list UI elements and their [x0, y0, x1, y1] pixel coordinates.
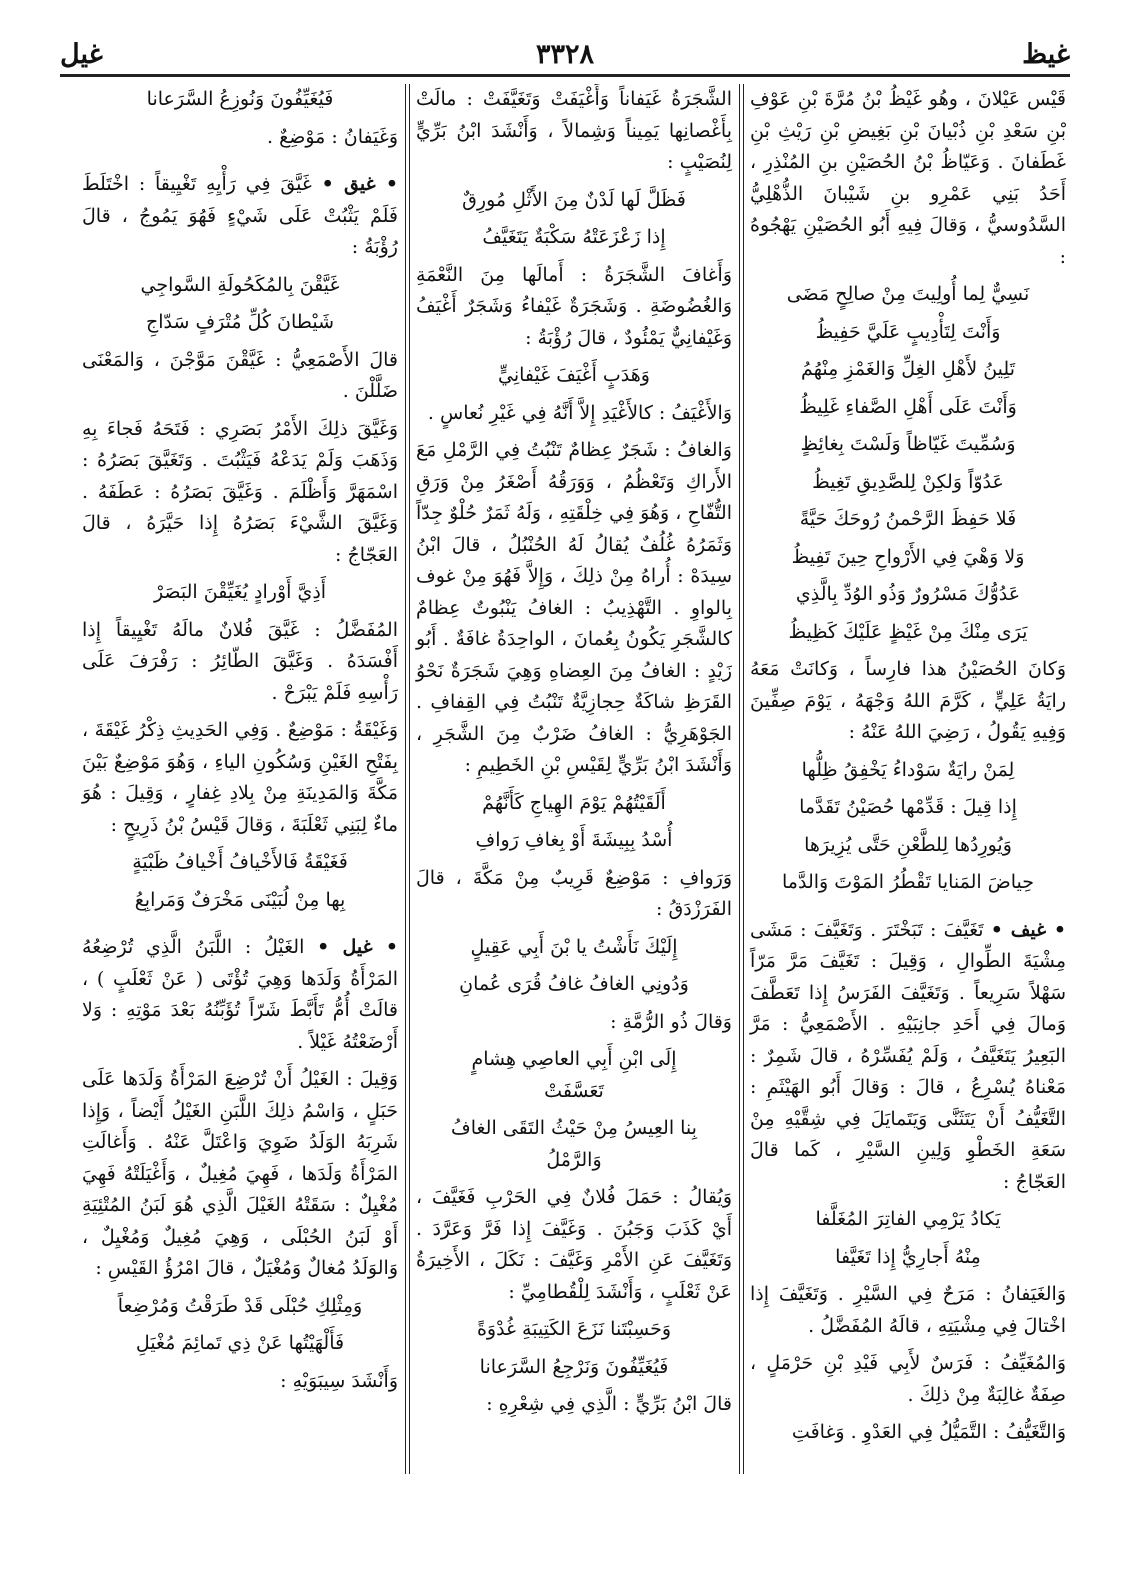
- verse-line: إِلَى ابْنِ أَبِي العاصِي هِشامٍ تَعَسَّفَتْ: [471, 1048, 677, 1102]
- verse-line: وَدُونِي الغافُ غافُ قُرَى عُمانِ: [459, 973, 689, 995]
- verse-line: بِنا العِيسُ مِنْ حَيْثُ التَقَى الغافُ وَالرَّمْلُ: [451, 1117, 697, 1171]
- body-paragraph: وَيُقالُ : حَمَلَ فُلانٌ فِي الحَرْبِ فَغَيَّفَ ، أَيْ كَذَبَ وَجَبُنَ . وَغَيَّفَ إِذا فَرَّ وَعَرَّدَ . وَتَغَيَّفَ عَنِ الأَمْرِ وَغَيَّفَ : نَكَلَ ، الأَخِيرَةُ عَنْ ثَعْلَبٍ ، وَأَنْشَدَ لِلْقُطامِيِّ :: [416, 1186, 732, 1303]
- verse-line: مِنْهُ أَجارِيُّ إِذا تَغَيَّفا: [835, 1245, 981, 1268]
- verse-line: نَسِيٌّ لِما أُولِيتَ مِنْ صالِحٍ مَضَى: [786, 283, 1030, 305]
- body-paragraph: وَقالَ ذُو الرُّمَّةِ :: [610, 1010, 732, 1033]
- verse-line: عَدُوّاً وَلكِنْ لِلصَّدِيقِ تَغِيظُ: [812, 470, 1004, 493]
- header-right-word: غيظ: [1022, 39, 1070, 70]
- verse-line: وَسُمِّيتَ غَيّاظاً وَلَسْتَ بِغائِظٍ: [800, 433, 1016, 455]
- verse-line: بِها مِنْ لُبَيْنَى مَخْرَفٌ وَمَرابِعُ: [134, 888, 346, 911]
- body-paragraph: الشَّجَرَةُ غَيَفاناً وَأَغْيَفَتْ وَتَغَيَّفَتْ : مالَتْ بِأَغْصانِها يَمِيناً وَشِمالاً ، وَأَنْشَدَ ابْنُ بَرِّيٍّ لِنُصَيْبٍ :: [416, 88, 732, 173]
- body-paragraph: وَكانَ الحُصَيْنُ هذا فارِساً ، وَكانَتْ مَعَهُ رايَةُ عَلِيٍّ ، كَرَّمَ اللهُ وَجْهَهُ ، يَوْمَ صِفِّينَ وَفِيهِ يَقُولُ ، رَضِيَ اللهُ عَنْهُ :: [750, 658, 1066, 743]
- column-left: [78, 84, 402, 1474]
- verse-line: فَظَلَّ لَها لَدْنٌ مِنَ الأَثْلِ مُورِقٌ: [462, 188, 686, 211]
- body-paragraph: وَالتَّغَيُّفُ : التَّمَيُّلُ فِي العَدْوِ . وَغافَتِ: [791, 1421, 1066, 1443]
- verse-line: غَيَّقْنَ بِالمُكَحُولَةِ السَّواجِي: [140, 273, 340, 296]
- body-paragraph: قالَ الأَصْمَعِيُّ : غَيَّقْنَ مَوَّجْنَ ، وَالمَعْنَى ضَلَّلْنَ .: [82, 348, 398, 402]
- verse-line: وَأَنْتَ عَلَى أَهْلِ الصَّفاءِ غَلِيظُ: [799, 395, 1017, 418]
- verse-line: فَلا حَفِظَ الرَّحْمنُ رُوحَكَ حَيَّةً: [799, 508, 1017, 530]
- body-paragraph: قَيْس عَيْلانَ ، وهُو غَيْظُ بْنُ مُرَّةَ بْنِ عَوْفِ بْنِ سَعْدِ بْنِ ذُبْيانَ بْنِ بَغِيضِ بْنِ رَيْثِ بْنِ غَطَفانَ . وَعَيّاظُ بْنُ الحُصَيْنِ بنِ المُنْذِرِ ، أَحَدُ بَنِي عَمْرِو بنِ شَيْبانَ الذُّهْلِيُّ السَّدُوسيُّ ، وَقالَ فِيهِ أَبُو الحُصَيْنِ يَهْجُوهُ :: [750, 88, 1066, 268]
- body-paragraph: وَأَنْشَدَ سِيبَوَيْهِ :: [280, 1369, 398, 1392]
- page-header: [60, 30, 1070, 80]
- verse-line: وَحَسِبْتَنا نَزَعَ الكَتِيبَةِ غُدْوَةً: [476, 1318, 672, 1340]
- body-paragraph: وَالغَيَفانُ : مَرَحٌ فِي السَّيْرِ . وَتَغَيَّفَ إِذا اخْتالَ فِي مِشْيَتِهِ ، قالَهُ المُفَضَّلُ .: [750, 1283, 1066, 1337]
- entry-paragraph: [82, 169, 398, 264]
- verse-line: فَأَلْهَيْتُها عَنْ ذِي تَمائِمَ مُغْيَلِ: [135, 1332, 345, 1354]
- body-paragraph: وَالأَغْيَفُ : كالأَغْيَدِ إِلاَّ أَنَّهُ فِي غَيْرِ نُعاسٍ .: [427, 401, 732, 424]
- body-paragraph: وَغَيَفانُ : مَوْضِعٌ .: [267, 125, 398, 148]
- entry-text: تَغَيَّفَ : تَبَخْتَرَ . وَتَغَيَّفَ : مَشَى مِشْيَةَ الطِّوالِ ، وَقِيلَ : تَغَيَّفَ مَرَّ مَرّاً سَهْلاً سَرِيعاً . وَتَغَيَّفَ الفَرَسُ إِذا تَعَطَّفَ وَمالَ فِي أَحَدِ جانِبَيْهِ . الأَصْمَعِيُّ : مَرَّ البَعِيرُ يَتَغَيَّفُ ، وَلَمْ يُفَسِّرْهُ ، قالَ شَمِرٌ : مَعْناهُ يُسْرِعُ ، قالَ : وَقالَ أَبُو الهَيْثَمِ : التَّغَيُّفُ أَنْ يَتَثَنَّى وَيَتَمايَلَ فِي شِقَّيْهِ مِنْ سَعَةِ الخَطْوِ وَلِينِ السَّيْرِ ، كَما قالَ العَجّاجُ :: [750, 918, 1066, 1193]
- verse-line: أَذِيَّ أَوْرادٍ يُغَيِّقْنَ البَصَرْ: [153, 581, 327, 603]
- verse-line: عَدُوُّكَ مَسْرُورٌ وَذُو الوُدِّ بِالَّذِي: [795, 583, 1021, 605]
- entry-paragraph: [750, 915, 1066, 1199]
- column-middle: [412, 84, 736, 1474]
- body-paragraph: وَقِيلَ : الغَيْلُ أَنْ تُرْضِعَ المَرْأَةُ وَلَدَها عَلَى حَبَلٍ ، وَاسْمُ ذلِكَ اللَّبَنِ الغَيْلُ أَيْضاً ، وَإِذا شَرِبَهُ الوَلَدُ ضَوِيَ وَاعْتَلَّ عَنْهُ . وَأَغالَتِ المَرْأَةُ وَلَدَها ، فَهِيَ مُغِيلٌ ، وَأَغْيَلَتْهُ فَهِيَ مُغْيِلٌ : سَقَتْهُ الغَيْلَ الَّذِي هُوَ لَبَنُ المُتْئِيَةِ أَوْ لَبَنُ الحُبْلَى ، وَهِيَ مُغِيلٌ وَمُغْيِلٌ ، وَالوَلَدُ مُغالٌ وَمُغْيَلٌ ، قالَ امْرُؤُ القَيْسِ :: [82, 1068, 398, 1279]
- column-divider: [736, 84, 746, 1474]
- verse-line: أَلَقَيْتُهُمْ يَوْمَ الهِياجِ كَأَنَّهُمْ: [482, 791, 666, 814]
- verse-line: يَكادُ يَرْمِي الفاتِرَ المُغَلَّفا: [815, 1208, 1001, 1230]
- entry-paragraph: [82, 932, 398, 1058]
- entry-text: غَيَّقَ فِي رَأْيِهِ تَغْيِيقاً : اخْتَلَطَ فَلَمْ يَثْبُتْ عَلَى شَيْءٍ فَهُوَ يَمُوجُ ، قالَ رُؤْبَةُ :: [82, 173, 398, 258]
- verse-line: وَيُورِدُها لِلطَّعْنِ حَتَّى يُزِيرَها: [804, 833, 1012, 856]
- verse-line: وَهَدَبٍ أَغْيَفَ غَيْفانِيٍّ: [498, 364, 650, 386]
- verse-line: لِمَنْ رايَةٌ سَوْداءُ يَخْفِقُ ظِلُّها: [801, 758, 1015, 781]
- entry-text: الغَيْلُ : اللَّبَنُ الَّذِي تُرْضِعُهُ المَرْأَةُ وَلَدَها وَهِيَ تُؤْتَى ( عَنْ ثَعْلَبٍ ) ، قالَتْ أُمُّ تَأَبَّطَ شَرّاً تُؤَبِّنُهُ بَعْدَ مَوْتِهِ : وَلا أَرْضَعْتُهُ غَيْلاً .: [82, 936, 398, 1053]
- page-number: ٣٣٢٨: [535, 39, 594, 70]
- verse-line: تَلِينُ لأَهْلِ الغِلِّ وَالغَمْزِ مِنْهُمُ: [801, 358, 1015, 380]
- verse-line: فَغَيْقَةُ فَالأَخْيافُ أَخْيافُ ظَبْيَةٍ: [132, 851, 348, 873]
- body-paragraph: وَرَوافِ : مَوْضِعٌ قَرِيبٌ مِنْ مَكَّةَ ، قالَ الفَرَزْدَقُ :: [416, 866, 732, 920]
- body-paragraph: وَالغافُ : شَجَرٌ عِظامٌ تَنْبُتُ فِي الرَّمْلِ مَعَ الأَراكِ وَتَعْظُمُ ، وَوَرَقُهُ أَصْغَرُ مِنْ وَرَقِ التُّفّاحِ ، وَهُوَ فِي خِلْقَتِهِ ، وَلَهُ ثَمَرٌ حُلْوٌ جِدّاً وَثَمَرُهُ غُلُفٌ يُقالُ لَهُ الحُنْبُلُ ، قالَ ابْنُ سِيدَهْ : أُراهُ مِنْ ذلِكَ ، وَإِلاَّ فَهُوَ مِنْ غوف بِالواوِ . التَّهْذِيبُ : الغافُ يَنْبُوتٌ عِظامٌ كالشَّجَرِ يَكُونُ بِعُمانَ ، الواحِدَةُ غافَةٌ . أَبُو زَيْدٍ : الغافُ مِنَ العِضاهِ وَهِيَ شَجَرَةٌ نَحْوُ القَرَظِ شاكَةٌ حِجازِيَّةٌ تَنْبُتُ فِي القِفافِ . الجَوْهَرِيُّ : الغافُ ضَرْبٌ مِنَ الشَّجَرِ ، وَأَنْشَدَ ابْنُ بَرِّيٍّ لِقَيْسِ بْنِ الخَطِيمِ :: [416, 439, 732, 776]
- verse-line: يَرَى مِنْكَ مِنْ غَيْظٍ عَلَيْكَ كَظِيظُ: [788, 620, 1028, 643]
- verse-line: أُسْدُ بِبِيشَةَ أَوْ بِغافِ رَوافِ: [475, 829, 673, 851]
- verse-line: فَيُغَيِّفُونَ وَنُوزِعُ السَّرَعانا: [146, 88, 334, 110]
- entry-headword: • غيل •: [317, 936, 398, 958]
- verse-line: إِذا زَعْزَعَتْهُ سَكْبَةٌ يَتَغَيَّفُ: [482, 226, 666, 248]
- header-rule: [60, 74, 1070, 77]
- body-paragraph: وَالمُغَيِّفُ : فَرَسٌ لأَبِي فَيْدِ بْنِ حَرْمَلٍ ، صِفَةٌ غالِبَةٌ مِنْ ذلِكَ .: [750, 1352, 1066, 1406]
- body-paragraph: وَغَيْقَةُ : مَوْضِعٌ . وَفِي الحَدِيثِ ذِكْرُ غَيْقَةَ ، بِفَتْحِ الغَيْنِ وَسُكُونِ الياءِ ، وَهُوَ مَوْضِعٌ بَيْنَ مَكَّةَ وَالمَدِينَةِ مِنْ بِلادِ غِفارٍ ، وَقِيلَ : هُوَ ماءٌ لِبَنِي ثَعْلَبَةَ ، وَقالَ قَيْسُ بْنُ ذَرِيحٍ :: [82, 719, 398, 836]
- verse-line: وَمِثْلِكِ حُبْلَى قَدْ طَرَقْتُ وَمُرْضِعاً: [117, 1294, 363, 1317]
- body-paragraph: قالَ ابْنُ بَرِّيٍّ : الَّذِي فِي شِعْرِهِ :: [486, 1393, 732, 1415]
- verse-line: فَيُغَيِّفُونَ وَنَرْجِعُ السَّرَعانا: [479, 1355, 669, 1378]
- body-paragraph: وَأَغافَ الشَّجَرَةُ : أَمالَها مِنَ النَّعْمَةِ وَالغُضُوضَةِ . وَشَجَرَةٌ غَيْفاءُ وَشَجَرٌ أَغْيَفُ وَغَيْفانِيٌّ يَمْئُودٌ ، قالَ رُؤْبَةُ :: [416, 263, 732, 349]
- header-left-word: غيل: [60, 39, 103, 70]
- body-paragraph: المُفَضَّلُ : غَيَّقَ فُلانٌ مالَهُ تَغْيِيقاً إِذا أَفْسَدَهُ . وَغَيَّقَ الطّائِرُ : رَفْرَفَ عَلَى رَأْسِهِ فَلَمْ يَبْرَحْ .: [82, 618, 398, 704]
- column-right: [746, 84, 1070, 1474]
- dictionary-page: [60, 84, 1070, 1474]
- column-divider: [402, 84, 412, 1474]
- verse-line: شَيْطانَ كُلِّ مُتْرَفٍ سَدّاجِ: [145, 311, 335, 333]
- entry-headword: • غيف •: [990, 918, 1066, 941]
- verse-line: حِياضَ المَنايا تَقْطُرُ المَوْتَ وَالدَّما: [782, 871, 1034, 893]
- verse-line: إِذا قِيلَ : قَدِّمْها حُصَيْنُ تَقَدَّما: [799, 796, 1017, 818]
- verse-line: وَأَنْتَ لِتَأْدِيبٍ عَلَيَّ حَفِيظُ: [815, 320, 1001, 343]
- entry-headword: • غيق •: [321, 173, 398, 195]
- verse-line: وَلا وَهْيَ فِي الأَرْواحِ حِينَ تَفِيظُ: [791, 545, 1025, 568]
- body-paragraph: وَغَيَّقَ ذلِكَ الأَمْرُ بَصَرِي : فَتَحَهُ فَجاءَ بِهِ وَذَهَبَ وَلَمْ يَدَعْهُ فَيَثْبُتَ . وَتَغَيَّقَ بَصَرُهُ : اسْمَهَرَّ وَأَظْلَمَ . وَغَيَّقَ بَصَرُهُ : عَطَفَهُ . وَغَيَّقَ الشَّيْءَ بَصَرُهُ إِذا حَيَّرَهُ ، قالَ العَجّاجُ :: [82, 417, 398, 566]
- verse-line: إِلَيْكَ نَأَشْتُ يا بْنَ أَبِي عَقِيلٍ: [470, 935, 678, 958]
